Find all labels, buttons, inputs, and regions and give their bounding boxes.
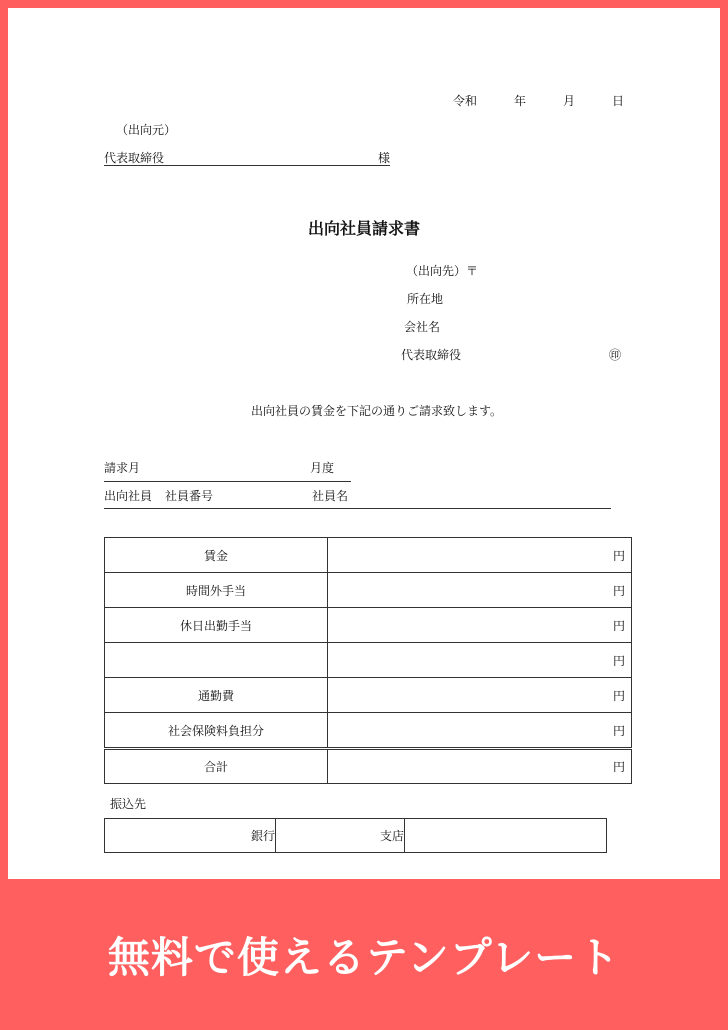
item-label: 通勤費: [105, 678, 328, 713]
table-row: [105, 678, 632, 713]
date-day: 日: [612, 94, 625, 108]
table-row: [105, 538, 632, 573]
to-org-label: （出向先）〒: [406, 264, 479, 278]
from-org-label: （出向元）: [116, 123, 177, 137]
billing-month-underline: [104, 481, 351, 482]
employee-name-label: 社員名: [312, 489, 349, 503]
seal-icon: ㊞: [609, 348, 622, 362]
account-cell[interactable]: [405, 819, 607, 853]
from-rep-label: 代表取締役: [104, 151, 165, 165]
table-row: [105, 713, 632, 749]
table-row: [105, 819, 607, 853]
intro-text: 出向社員の賃金を下記の通りご請求致します。: [250, 404, 503, 418]
item-unit[interactable]: 円: [328, 643, 632, 678]
employee-label: 出向社員: [104, 489, 153, 503]
month-suffix: 月度: [310, 461, 335, 475]
item-unit[interactable]: 円: [328, 608, 632, 643]
from-underline: [104, 165, 390, 166]
document-title: 出向社員請求書: [307, 219, 420, 238]
employee-number-label: 社員番号: [165, 489, 214, 503]
bank-section-label: 振込先: [110, 797, 147, 811]
total-row: [105, 749, 632, 784]
item-unit[interactable]: 円: [328, 713, 632, 749]
date-era: 令和: [453, 94, 478, 108]
promo-banner: 無料で使えるテンプレート: [107, 932, 621, 982]
honorific: 様: [378, 151, 391, 165]
item-unit[interactable]: 円: [328, 678, 632, 713]
to-address-label: 所在地: [407, 292, 444, 306]
to-rep-label: 代表取締役: [401, 348, 462, 362]
table-row: [105, 573, 632, 608]
table-row: [105, 608, 632, 643]
item-unit[interactable]: 円: [328, 573, 632, 608]
to-company-label: 会社名: [404, 320, 441, 334]
items-table: [104, 537, 632, 784]
total-label: 合計: [105, 749, 328, 784]
bank-table: [104, 818, 607, 853]
billing-month-label: 請求月: [104, 461, 141, 475]
table-row: [105, 643, 632, 678]
total-unit[interactable]: 円: [328, 749, 632, 784]
item-label: [105, 643, 328, 678]
item-label: 賃金: [105, 538, 328, 573]
item-label: 休日出勤手当: [105, 608, 328, 643]
item-label: 社会保険料負担分: [105, 713, 328, 749]
date-year: 年: [514, 94, 527, 108]
item-label: 時間外手当: [105, 573, 328, 608]
bank-label[interactable]: 銀行: [105, 819, 276, 853]
item-unit[interactable]: 円: [328, 538, 632, 573]
branch-label[interactable]: 支店: [276, 819, 405, 853]
employee-underline: [104, 508, 611, 509]
date-month: 月: [563, 94, 576, 108]
